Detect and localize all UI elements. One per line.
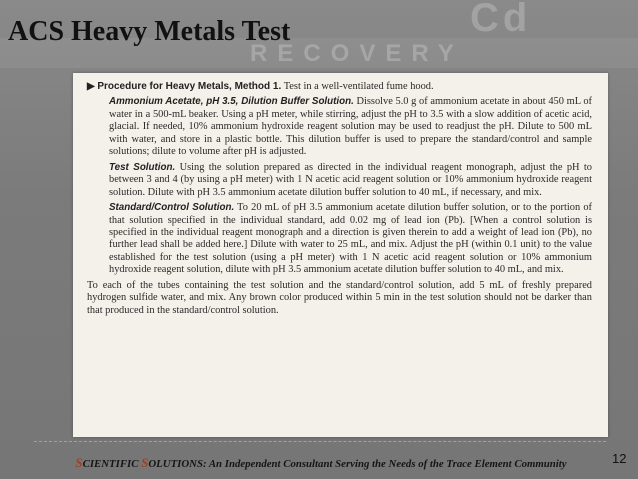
footer-initial-1: S <box>75 455 83 470</box>
page-number: 12 <box>612 451 627 466</box>
footer-text-2: OLUTIONS: An Independent Consultant Serving the Needs of the Trace Element Community <box>148 458 567 470</box>
section-text: Using the solution prepared as directed in the individual reagent monograph, adjust the pH to between 3 and 4 (by using a pH meter) with 1 N acetic acid reagent solution or 10% ammonium hydroxide reagent solution. Dilute with pH 3.5 ammonium acetate dilution buffer solution to 40 mL, if necessary, and mix. <box>109 161 592 198</box>
procedure-heading-text: Test in a well-ventilated fume hood. <box>283 81 434 92</box>
procedure-heading-label: Procedure for Heavy Metals, Method 1. <box>97 81 282 92</box>
footer-initial-2: S <box>141 455 149 470</box>
procedure-heading <box>87 81 592 93</box>
section-standard-control <box>109 202 592 277</box>
footer-divider <box>34 441 606 442</box>
document-image <box>73 73 608 437</box>
section-buffer-solution <box>109 96 592 158</box>
section-label: Standard/Control Solution. <box>109 202 235 214</box>
slide-title: ACS Heavy Metals Test <box>8 16 291 47</box>
section-text: To 20 mL of pH 3.5 ammonium acetate dilution buffer solution, or to the portion of that solution specified in the individual standard, add 0.02 mg of lead ion (Pb). [When a control solution is specified in the individual reagent monograph and a direction is given therein to add a weight of lead ion (Pb), no further lead shall be added here.] Dilute with water to 25 mL, and mix. Adjust the pH (within 0.1 unit) to the value established for the test solution (using a pH meter) with 1 N acetic acid reagent solution or 10% ammonium hydroxide reagent solution, dilute with pH 3.5 ammonium acetate dilution buffer solution to 40 mL, and mix. <box>109 202 592 276</box>
document-text <box>87 81 592 320</box>
watermark-recovery: RECOVERY <box>250 40 464 67</box>
section-label: Test Solution. <box>109 161 176 173</box>
section-test-solution <box>109 162 592 199</box>
section-label: Ammonium Acetate, pH 3.5, Dilution Buffer Solution. <box>109 96 354 108</box>
section-text: Dissolve 5.0 g of ammonium acetate in about 450 mL of water in a 500-mL beaker. Using a pH meter, while stirring, adjust the pH to 3.5 with a slow addition of acetic acid, glacial. If needed, 10% ammonium hydroxide reagent solution may be used to readjust the pH. Dilute to 500 mL with water, and store in a plastic bottle. This dilution buffer is used to prepare the standard/control and sample solutions; dilute to volume after pH is adjusted. <box>109 96 592 158</box>
heading-marker-icon: ▶ <box>87 81 95 92</box>
footer-caption <box>36 455 606 471</box>
footer-text-1: CIENTIFIC <box>82 458 142 470</box>
closing-paragraph: To each of the tubes containing the test solution and the standard/control solution, add 5 mL of freshly prepared hydrogen sulfide water, and mix. Any brown color produced within 5 min in the test solution should not be darker than that produced in the standard/control solution. <box>87 279 592 316</box>
watermark-cd: Cd <box>470 0 532 40</box>
